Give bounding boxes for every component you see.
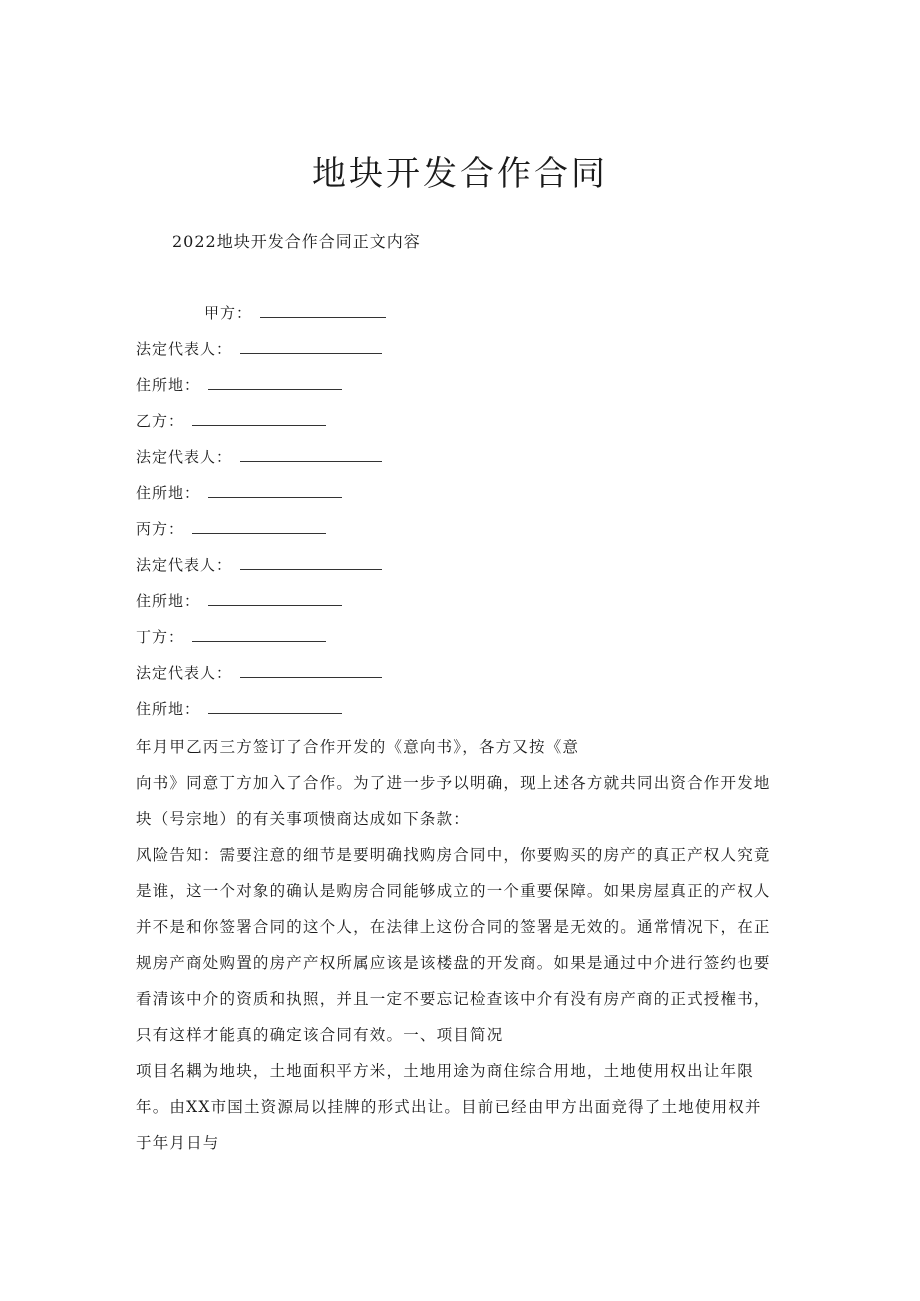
party-d-line [136,626,326,647]
party-b-rep-line [136,446,382,467]
party-b-label: 乙方： [136,412,185,430]
party-b-address-line [136,482,342,503]
body-line: 向书》同意丁方加入了合作。为了进一步予以明确，现上述各方就共同出资合作开发地 [136,774,771,792]
party-d-label: 丁方： [136,628,185,646]
contract-body [136,729,786,1161]
party-b-address-label: 住所地： [136,484,201,502]
party-b-rep-label: 法定代表人： [136,448,233,466]
party-d-address-label: 住所地： [136,700,201,718]
party-c-line [136,518,326,539]
party-d-address-blank [208,699,342,714]
project-overview-line: 项目名耦为地块，土地面积平方米，土地用途为商住综合用地，土地使用权出让年限 [136,1062,754,1080]
party-a-address-blank [208,375,342,390]
body-line: 并不是和你签署合同的这个人，在法律上这份合同的签署是无效的。通常情况下，在正 [136,918,771,936]
party-d-rep-blank [240,663,382,678]
party-a-address-line [136,374,342,395]
body-line: 年月甲乙丙三方签订了合作开发的《意向书》，各方又按《意 [136,738,580,756]
party-d-address-line [136,698,342,719]
party-a-label: 甲方： [204,304,253,322]
party-a-rep-label: 法定代表人： [136,340,233,358]
party-a-rep-line [136,338,382,359]
party-b-address-blank [208,483,342,498]
party-c-rep-label: 法定代表人： [136,556,233,574]
risk-notice-line: 风险告知：需要注意的细节是要明确找购房合同中，你要购买的房产的真正产权人究竟 [136,846,771,864]
party-b-line [136,410,326,431]
party-d-rep-line [136,662,382,683]
party-d-blank [192,627,326,642]
document-subtitle: 2022地块开发合作合同正文内容 [172,232,421,251]
party-a-rep-blank [240,339,382,354]
party-c-address-line [136,590,342,611]
document-title: 地块开发合作合同 [312,154,608,194]
body-line: 只有这样才能真的确定该合同有效。一、项目简况 [136,1026,504,1044]
party-c-rep-blank [240,555,382,570]
party-a-line [204,302,386,323]
party-c-rep-line [136,554,382,575]
party-a-blank [260,303,386,318]
party-b-blank [192,411,326,426]
party-c-label: 丙方： [136,520,185,538]
party-c-blank [192,519,326,534]
body-line: 于年月日与 [136,1134,220,1152]
body-line: 规房产商处购置的房产产权所属应该是该楼盘的开发商。如果是通过中介进行签约也要 [136,954,771,972]
body-line: 年。由XX市国土资源局以挂牌的形式出让。目前已经由甲方出面竞得了土地使用权并 [136,1098,762,1116]
body-line: 是谁，这一个对象的确认是购房合同能够成立的一个重要保障。如果房屋真正的产权人 [136,882,771,900]
party-c-address-blank [208,591,342,606]
body-line: 块（号宗地）的有关事项愦商达成如下条款： [136,810,471,828]
party-a-address-label: 住所地： [136,376,201,394]
party-b-rep-blank [240,447,382,462]
party-d-rep-label: 法定代表人： [136,664,233,682]
party-c-address-label: 住所地： [136,592,201,610]
body-line: 看清该中介的资质和执照，并且一定不要忘记检查该中介有没有房产商的正式授権书， [136,990,771,1008]
